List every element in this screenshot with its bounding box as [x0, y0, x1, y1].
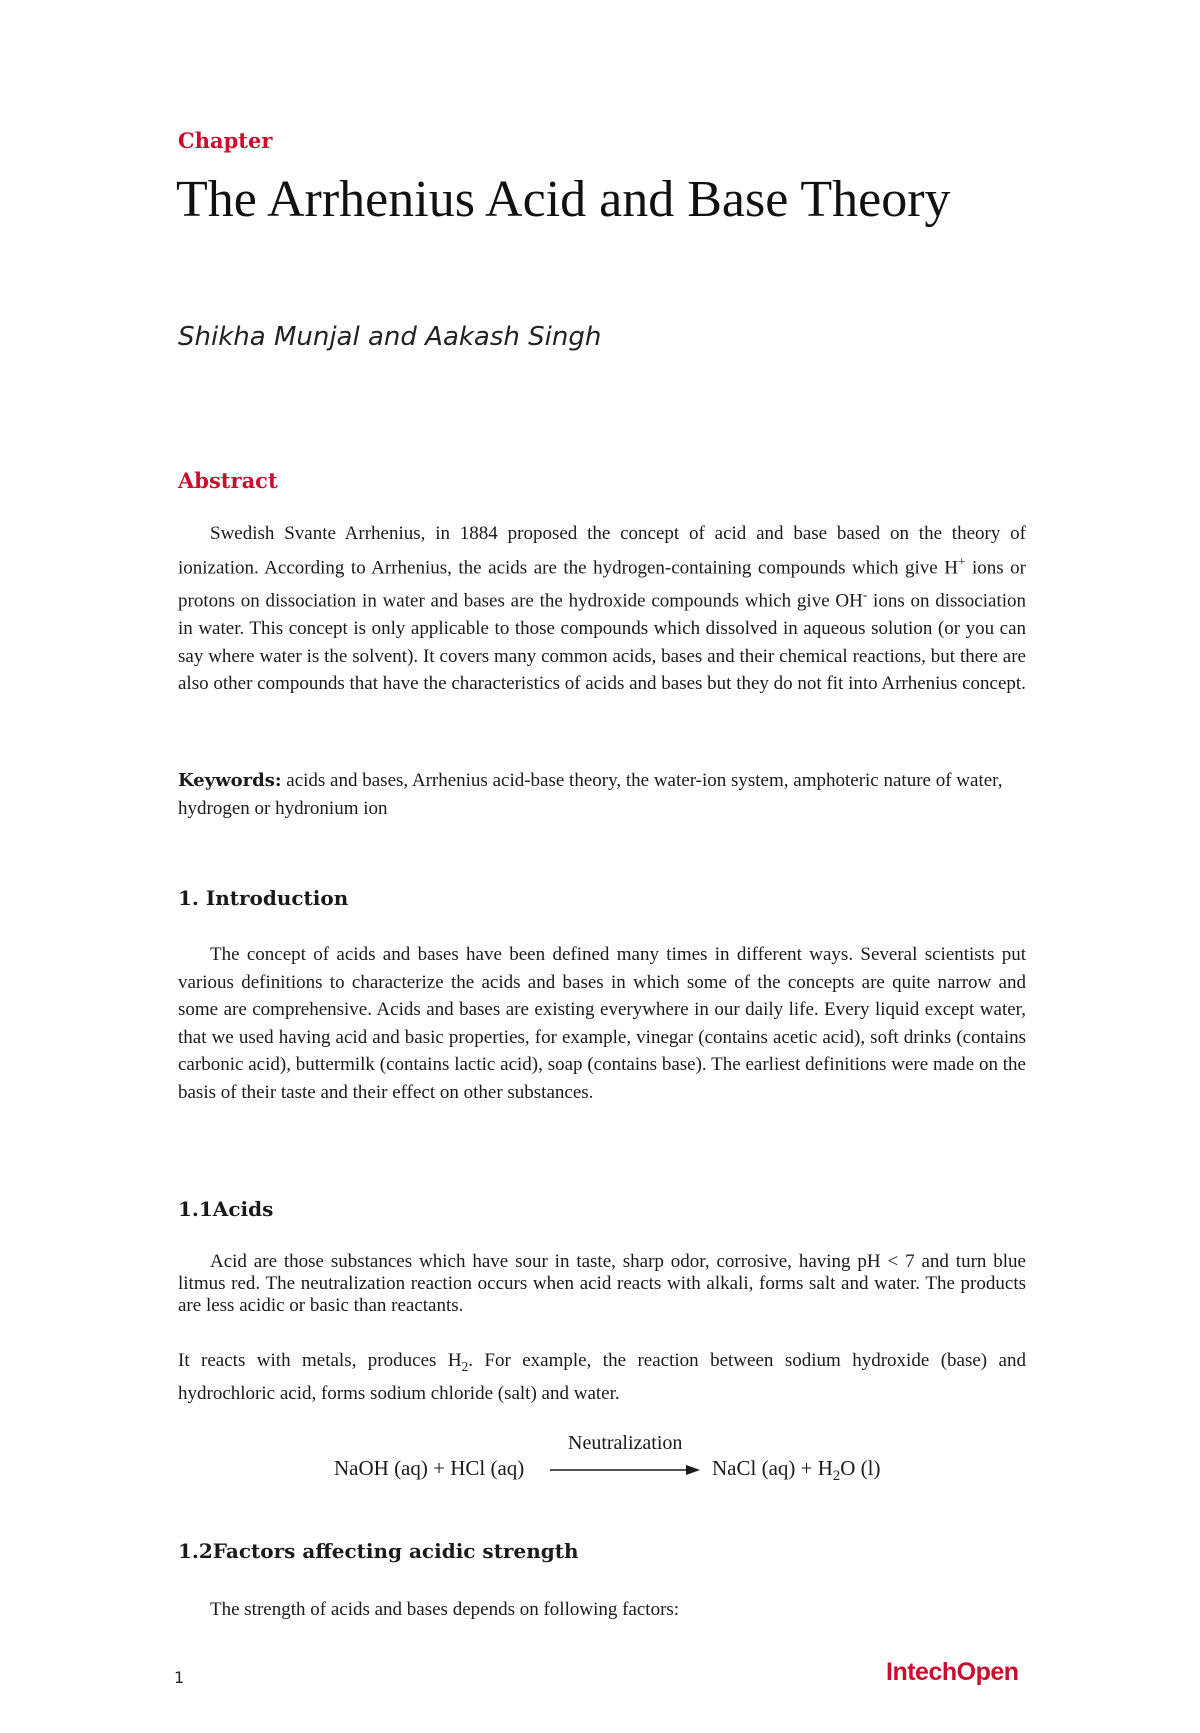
introduction-text: The concept of acids and bases have been defined many times in different ways. Several scientists put various definitions to characterize the acids and bases in which some of the concepts are quite narrow and some are comprehensive. Acids and bases are existing everywhere in our daily life. Every liquid except water, that we used having acid and basic properties, for example, vinegar (contains acetic acid), soft drinks (contains carbonic acid), buttermilk (contains lactic acid), soap (contains base). The earliest definitions were made on the basis of their taste and their effect on other substances. — [178, 944, 1026, 1103]
authors: Shikha Munjal and Aakash Singh — [178, 322, 602, 352]
chapter-label: Chapter — [178, 128, 273, 153]
section-heading-acids: 1.1Acids — [178, 1197, 274, 1221]
page-number: 1 — [174, 1668, 185, 1687]
abstract-text: Swedish Svante Arrhenius, in 1884 proposed the concept of acid and base based on the theory of ionization. According to Arrhenius, the acids are the hydrogen-containing compounds which give H+ ions or protons on dissociation in water and bases are the hydroxide compounds which give OH- ions on dissociation in water. This concept is only applicable to those compounds which dissolved in aqueous solution (or you can say where water is the solvent). It covers many common acids, bases and their chemical reactions, but there are also other compounds that have the characteristics of acids and bases but they do not fit into Arrhenius concept. — [178, 523, 1027, 695]
abstract-heading: Abstract — [178, 468, 278, 493]
section-heading-factors: 1.2Factors affecting acidic strength — [178, 1539, 579, 1563]
acids-text-1: Acid are those substances which have sour in taste, sharp odor, corrosive, having pH < 7 and turn blue litmus red. The neutralization reaction occurs when acid reacts with alkali, forms salt and water. The products are less acidic or basic than reactants. — [178, 1251, 1026, 1316]
section-heading-introduction: 1. Introduction — [178, 886, 349, 910]
keywords-label: Keywords: — [178, 770, 282, 791]
equation-arrow-label: Neutralization — [568, 1432, 683, 1454]
page-title: The Arrhenius Acid and Base Theory — [176, 171, 951, 228]
keywords-text: acids and bases, Arrhenius acid-base theory, the water-ion system, amphoteric nature of water, hydrogen or hydronium ion — [178, 770, 1003, 819]
publisher-logo: IntechOpen — [886, 1658, 1019, 1686]
equation-reactants: NaOH (aq) + HCl (aq) — [334, 1456, 525, 1480]
reaction-arrow-icon — [550, 1462, 700, 1478]
neutralization-equation — [334, 1432, 934, 1492]
factors-text: The strength of acids and bases depends on following factors: — [210, 1599, 680, 1620]
acids-text-2: It reacts with metals, produces $H_2$. For example, the reaction between sodium hydroxide (base) and hydrochloric acid, forms sodium chloride (salt) and water. — [178, 1350, 1026, 1405]
equation-products: NaCl $(aq) + H_2O$ (l) — [712, 1456, 881, 1485]
keywords — [178, 767, 1026, 823]
